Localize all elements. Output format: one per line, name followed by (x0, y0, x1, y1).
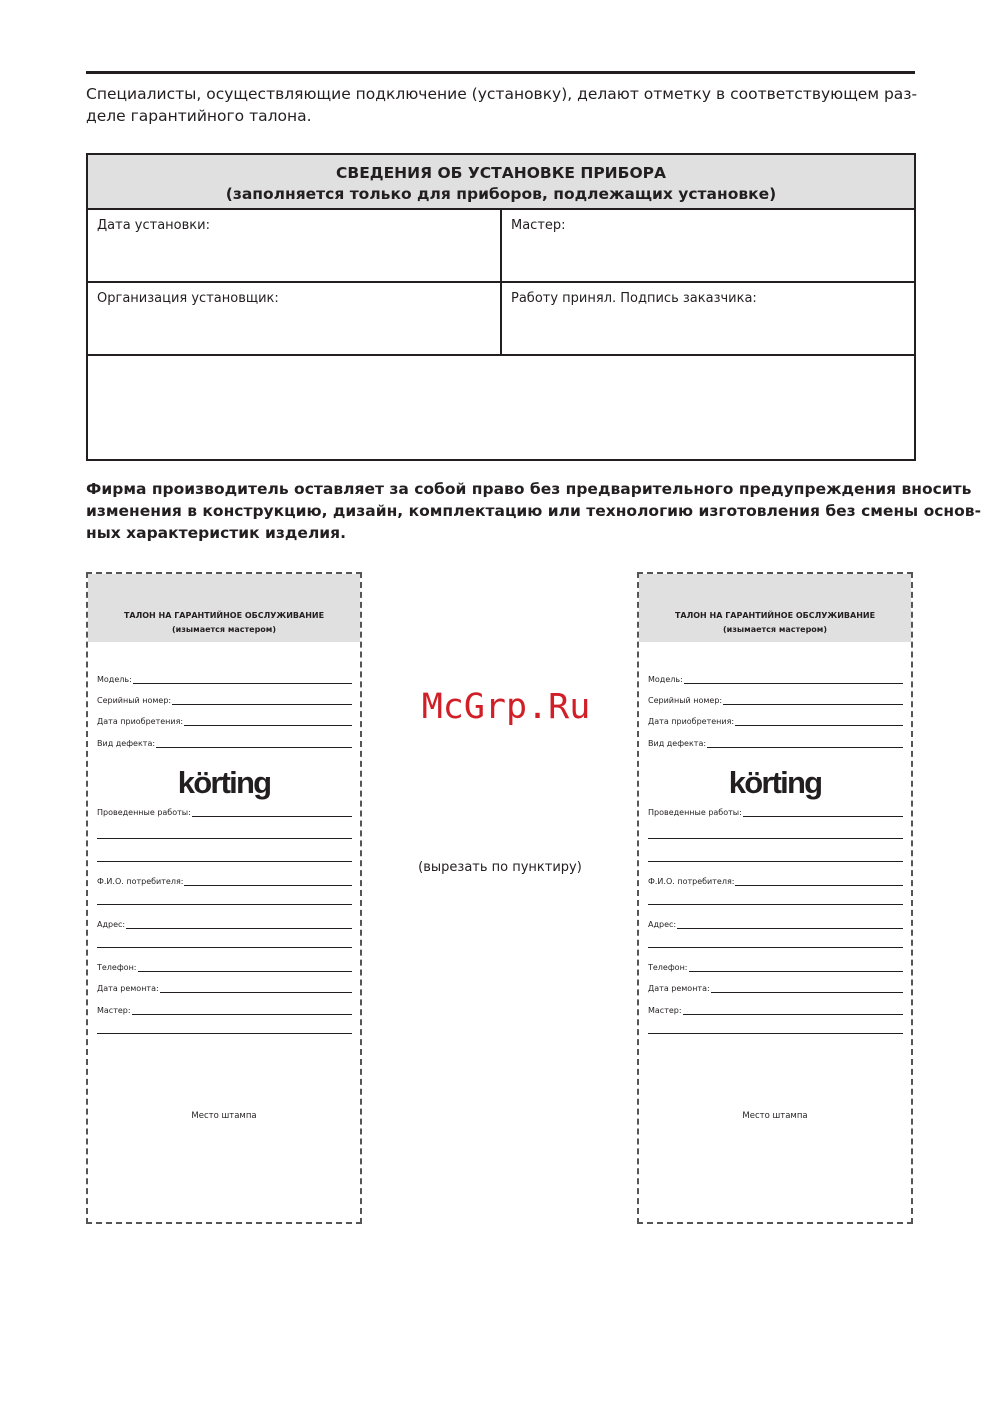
blank-line (97, 861, 352, 862)
warranty-coupon-left (86, 572, 362, 1224)
master-label: Мастер: (97, 1006, 131, 1015)
defect-label: Вид дефекта: (97, 739, 156, 748)
installation-table-header (88, 155, 914, 210)
customer-signature-cell: Работу принял. Подпись заказчика: (500, 283, 914, 354)
address-field (648, 917, 903, 929)
serial-label: Серийный номер: (648, 696, 723, 705)
korting-logo: körting (639, 766, 911, 800)
purchase-date-label: Дата приобретения: (97, 717, 184, 726)
blank-line (648, 838, 903, 839)
notice-line-1: Фирма производитель оставляет за собой право без предварительного предупреждения вносить (86, 480, 972, 498)
installation-row-1 (88, 210, 914, 283)
cut-hint: (вырезать по пунктиру) (418, 860, 582, 875)
intro-paragraph (86, 83, 918, 127)
master-field (648, 1003, 903, 1015)
installation-table-title: СВЕДЕНИЯ ОБ УСТАНОВКЕ ПРИБОРА (336, 164, 666, 182)
serial-label: Серийный номер: (97, 696, 172, 705)
blank-line (97, 838, 352, 839)
blank-line (648, 861, 903, 862)
repair-date-field (648, 981, 903, 993)
defect-field (97, 736, 352, 748)
model-label: Модель: (648, 675, 683, 684)
serial-field (97, 693, 352, 705)
master-label: Мастер: (648, 1006, 682, 1015)
coupon-title: ТАЛОН НА ГАРАНТИЙНОЕ ОБСЛУЖИВАНИЕ (674, 611, 876, 620)
coupon-header (639, 574, 911, 642)
coupon-subtitle: (изымается мастером) (723, 625, 827, 634)
notice-line-3: ных характеристик изделия. (86, 524, 347, 542)
model-label: Модель: (97, 675, 132, 684)
coupon-subtitle: (изымается мастером) (172, 625, 276, 634)
repair-date-field (97, 981, 352, 993)
blank-line (648, 1033, 903, 1034)
phone-label: Телефон: (97, 963, 137, 972)
address-label: Адрес: (648, 920, 677, 929)
intro-line-2: деле гарантийного талона. (86, 107, 312, 125)
consumer-label: Ф.И.О. потребителя: (648, 877, 735, 886)
master-cell: Мастер: (500, 210, 914, 281)
phone-label: Телефон: (648, 963, 688, 972)
coupon-header (88, 574, 360, 642)
purchase-date-field (648, 714, 903, 726)
consumer-label: Ф.И.О. потребителя: (97, 877, 184, 886)
stamp-place: Место штампа (191, 1111, 257, 1121)
works-field (648, 805, 903, 817)
repair-date-label: Дата ремонта: (97, 984, 159, 993)
repair-date-label: Дата ремонта: (648, 984, 710, 993)
stamp-place: Место штампа (742, 1111, 808, 1121)
installation-table-subtitle: (заполняется только для приборов, подлежащих установке) (225, 185, 777, 203)
address-field (97, 917, 352, 929)
defect-field (648, 736, 903, 748)
installer-org-cell: Организация установщик: (97, 291, 279, 306)
purchase-date-field (97, 714, 352, 726)
notice-line-2: изменения в конструкцию, дизайн, комплектацию или технологию изготовления без смены основ- (86, 502, 982, 520)
blank-line (97, 947, 352, 948)
intro-line-1: Специалисты, осуществляющие подключение (установку), делают отметку в соответствующем раз- (86, 85, 918, 103)
works-label: Проведенные работы: (648, 808, 742, 817)
blank-line (97, 904, 352, 905)
watermark: McGrp.Ru (421, 687, 591, 727)
address-label: Адрес: (97, 920, 126, 929)
korting-logo: körting (88, 766, 360, 800)
blank-line (648, 904, 903, 905)
works-field (97, 805, 352, 817)
warranty-coupon-right (637, 572, 913, 1224)
model-field (97, 672, 352, 684)
model-field (648, 672, 903, 684)
blank-line (97, 1033, 352, 1034)
blank-line (648, 947, 903, 948)
defect-label: Вид дефекта: (648, 739, 707, 748)
top-rule (86, 71, 915, 74)
works-label: Проведенные работы: (97, 808, 191, 817)
consumer-field (648, 874, 903, 886)
coupon-title: ТАЛОН НА ГАРАНТИЙНОЕ ОБСЛУЖИВАНИЕ (123, 611, 325, 620)
install-date-cell: Дата установки: (97, 218, 210, 233)
phone-field (648, 960, 903, 972)
manufacturer-notice (86, 478, 982, 544)
installation-row-2 (88, 283, 914, 356)
phone-field (97, 960, 352, 972)
master-field (97, 1003, 352, 1015)
installation-info-table (86, 153, 916, 461)
purchase-date-label: Дата приобретения: (648, 717, 735, 726)
serial-field (648, 693, 903, 705)
consumer-field (97, 874, 352, 886)
